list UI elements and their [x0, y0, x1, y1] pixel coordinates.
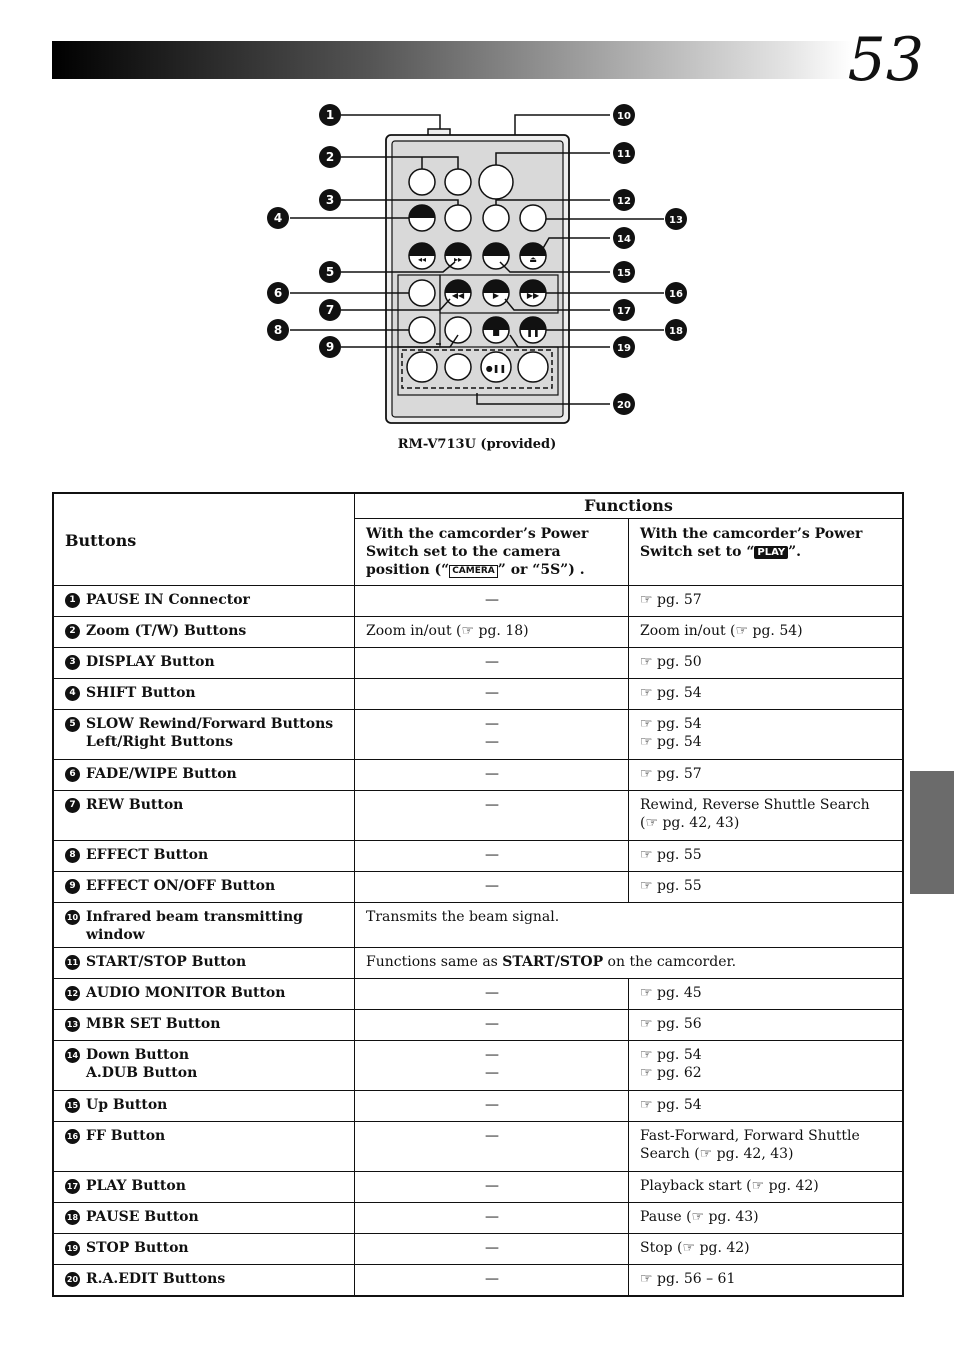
button-name-cell: [53, 1265, 355, 1296]
button-name-cell: [53, 1091, 355, 1122]
table-header-row: [53, 493, 903, 519]
number-badge: 1: [65, 593, 80, 608]
table-row: [53, 1172, 903, 1203]
play-function-cell: Pause (☞ pg. 43): [629, 1203, 904, 1234]
button-label: Up Button: [86, 1097, 168, 1113]
button-name: [65, 1046, 344, 1082]
play-function-cell: Fast-Forward, Forward Shuttle Search (☞ pg. 42, 43): [629, 1122, 904, 1172]
number-badge: 2: [65, 624, 80, 639]
button-name-cell: [53, 841, 355, 872]
button-label: REW Button: [86, 797, 184, 813]
button-name: [65, 1127, 344, 1145]
button-label: AUDIO MONITOR Button: [86, 985, 286, 1001]
section-tab: [910, 771, 954, 894]
play-function-cell: ☞ pg. 55: [629, 872, 904, 903]
play-function-cell: ☞ pg. 54: [629, 679, 904, 710]
button-label: Down Button A.DUB Button: [86, 1047, 198, 1081]
camera-function-cell: Zoom in/out (☞ pg. 18): [355, 617, 629, 648]
callout-4: 4: [273, 211, 283, 225]
button-name: [65, 1239, 344, 1257]
table-row: [53, 1091, 903, 1122]
number-badge: 17: [65, 1179, 80, 1194]
button-label: FADE/WIPE Button: [86, 766, 237, 782]
button-label: R.A.EDIT Buttons: [86, 1271, 226, 1287]
table-row: [53, 1234, 903, 1265]
play-function-cell: ☞ pg. 57: [629, 760, 904, 791]
callout-6: 6: [273, 286, 283, 300]
svg-text:◂◂: ◂◂: [417, 255, 427, 264]
span-function-cell: Transmits the beam signal.: [355, 903, 904, 948]
callout-17: 17: [617, 306, 631, 317]
function-text: on the camcorder.: [603, 954, 737, 970]
table-row: [53, 617, 903, 648]
table-row: [53, 1122, 903, 1172]
play-function-cell: ☞ pg. 57: [629, 586, 904, 617]
button-name: [65, 684, 344, 702]
button-label: START/STOP Button: [86, 954, 247, 970]
header-play-mode: With the camcorder’s Power Switch set to “ PLAY ”.: [629, 519, 904, 586]
table-row: [53, 791, 903, 841]
number-badge: 3: [65, 655, 80, 670]
table-row: [53, 760, 903, 791]
button-label: Zoom (T/W) Buttons: [86, 623, 247, 639]
diagram-caption: RM-V713U (provided): [397, 437, 557, 452]
button-label: FF Button: [86, 1128, 166, 1144]
camera-function-cell: —: [355, 1234, 629, 1265]
button-name: [65, 796, 344, 814]
table-row: [53, 1041, 903, 1091]
play-function-cell: ☞ pg. 50: [629, 648, 904, 679]
number-badge: 9: [65, 879, 80, 894]
button-name: [65, 1015, 344, 1033]
bold-text: START/STOP: [502, 954, 604, 970]
camera-badge: CAMERA: [449, 565, 498, 578]
number-badge: 19: [65, 1241, 80, 1256]
button-label: PAUSE IN Connector: [86, 592, 250, 608]
play-function-cell: ☞ pg. 54 ☞ pg. 62: [629, 1041, 904, 1091]
camera-function-cell: —: [355, 1122, 629, 1172]
callout-2: 2: [325, 150, 335, 164]
camera-function-cell: —: [355, 1010, 629, 1041]
table-row: [53, 710, 903, 760]
table-row: [53, 979, 903, 1010]
play-function-cell: ☞ pg. 56 – 61: [629, 1265, 904, 1296]
button-name-cell: [53, 1041, 355, 1091]
button-name: [65, 877, 344, 895]
button-name-cell: [53, 1122, 355, 1172]
callout-13: 13: [669, 215, 683, 226]
number-badge: 14: [65, 1048, 80, 1063]
number-badge: 12: [65, 986, 80, 1001]
number-badge: 4: [65, 686, 80, 701]
button-name-cell: [53, 872, 355, 903]
camera-function-cell: —: [355, 1091, 629, 1122]
svg-text:❚❚: ❚❚: [526, 328, 540, 337]
span-function-cell: [355, 948, 904, 979]
button-label: MBR SET Button: [86, 1016, 221, 1032]
camera-function-cell: —: [355, 648, 629, 679]
svg-text:◀◀: ◀◀: [451, 291, 465, 300]
callout-7: 7: [325, 303, 335, 317]
camera-function-cell: —: [355, 1203, 629, 1234]
table-row: [53, 872, 903, 903]
callout-1: 1: [325, 108, 335, 122]
button-label: Infrared beam transmitting window: [86, 909, 303, 943]
button-name: [65, 591, 344, 609]
table-row: [53, 948, 903, 979]
svg-text:■: ■: [492, 328, 500, 337]
camera-function-cell: —: [355, 760, 629, 791]
camera-function-cell: —: [355, 841, 629, 872]
header-functions: Functions: [355, 493, 904, 519]
button-label: SHIFT Button: [86, 685, 196, 701]
button-label: DISPLAY Button: [86, 654, 215, 670]
button-name-cell: [53, 710, 355, 760]
button-name: [65, 622, 344, 640]
play-function-cell: Stop (☞ pg. 42): [629, 1234, 904, 1265]
table-row: [53, 1265, 903, 1296]
button-name-cell: [53, 617, 355, 648]
button-name: [65, 953, 344, 971]
camera-function-cell: — —: [355, 1041, 629, 1091]
header-gradient-bar: [52, 41, 852, 79]
table-row: [53, 648, 903, 679]
table-row: [53, 586, 903, 617]
svg-text:▶▶: ▶▶: [526, 291, 540, 300]
button-name: [65, 1270, 344, 1288]
camera-function-cell: —: [355, 1172, 629, 1203]
number-badge: 13: [65, 1017, 80, 1032]
button-name: [65, 1208, 344, 1226]
camera-function-cell: —: [355, 679, 629, 710]
button-name-cell: [53, 948, 355, 979]
number-badge: 8: [65, 848, 80, 863]
button-label: PAUSE Button: [86, 1209, 199, 1225]
button-name-cell: [53, 1172, 355, 1203]
button-name-cell: [53, 903, 355, 948]
camera-function-cell: —: [355, 1265, 629, 1296]
header-buttons: Buttons: [53, 493, 355, 586]
number-badge: 10: [65, 910, 80, 925]
number-badge: 5: [65, 717, 80, 732]
camera-function-cell: —: [355, 872, 629, 903]
play-function-cell: Zoom in/out (☞ pg. 54): [629, 617, 904, 648]
svg-text:⏏: ⏏: [529, 255, 537, 264]
play-function-cell: Playback start (☞ pg. 42): [629, 1172, 904, 1203]
button-name: [65, 715, 344, 751]
camera-function-cell: —: [355, 979, 629, 1010]
function-text: Functions same as: [366, 954, 503, 970]
callout-10: 10: [617, 111, 631, 122]
button-label: SLOW Rewind/Forward Buttons Left/Right Buttons: [86, 716, 334, 750]
button-name-cell: [53, 1010, 355, 1041]
button-name-cell: [53, 979, 355, 1010]
camera-function-cell: —: [355, 791, 629, 841]
button-name-cell: [53, 1234, 355, 1265]
callout-16: 16: [669, 289, 683, 300]
button-name-cell: [53, 791, 355, 841]
header-camera-mode: With the camcorder’s Power Switch set to the camera position (“ CAMERA ” or “5S”) .: [355, 519, 629, 586]
callout-3: 3: [325, 193, 335, 207]
callout-5: 5: [325, 265, 335, 279]
callout-19: 19: [617, 343, 631, 354]
svg-text:●❚❚: ●❚❚: [485, 364, 507, 373]
button-name: [65, 984, 344, 1002]
number-badge: 6: [65, 767, 80, 782]
callout-9: 9: [325, 340, 335, 354]
play-function-cell: ☞ pg. 56: [629, 1010, 904, 1041]
functions-table: [52, 492, 904, 1297]
play-function-cell: ☞ pg. 55: [629, 841, 904, 872]
button-name: [65, 653, 344, 671]
callout-20: 20: [617, 400, 631, 411]
button-name: [65, 908, 344, 944]
play-function-cell: ☞ pg. 54 ☞ pg. 54: [629, 710, 904, 760]
play-function-cell: ☞ pg. 54: [629, 1091, 904, 1122]
button-label: EFFECT ON/OFF Button: [86, 878, 276, 894]
play-function-cell: ☞ pg. 45: [629, 979, 904, 1010]
svg-text:▸▸: ▸▸: [453, 255, 463, 264]
button-name: [65, 1096, 344, 1114]
button-name-cell: [53, 679, 355, 710]
number-badge: 20: [65, 1272, 80, 1287]
button-name-cell: [53, 1203, 355, 1234]
button-name-cell: [53, 648, 355, 679]
table-row: [53, 1010, 903, 1041]
camera-function-cell: —: [355, 586, 629, 617]
play-badge: PLAY: [754, 546, 788, 559]
page-number: 53: [847, 25, 924, 95]
table-row: [53, 903, 903, 948]
number-badge: 15: [65, 1098, 80, 1113]
button-name-cell: [53, 760, 355, 791]
button-name: [65, 765, 344, 783]
camera-function-cell: — —: [355, 710, 629, 760]
callout-14: 14: [617, 234, 631, 245]
button-name: [65, 846, 344, 864]
table-row: [53, 1203, 903, 1234]
button-name-cell: [53, 586, 355, 617]
callout-12: 12: [617, 196, 631, 207]
button-label: PLAY Button: [86, 1178, 186, 1194]
button-label: EFFECT Button: [86, 847, 209, 863]
remote-control-diagram: [0, 95, 954, 430]
button-name: [65, 1177, 344, 1195]
number-badge: 7: [65, 798, 80, 813]
callout-11: 11: [617, 149, 631, 160]
table-row: [53, 679, 903, 710]
play-function-cell: Rewind, Reverse Shuttle Search (☞ pg. 42, 43): [629, 791, 904, 841]
table-row: [53, 841, 903, 872]
button-label: STOP Button: [86, 1240, 189, 1256]
svg-text:▶: ▶: [492, 291, 500, 300]
number-badge: 16: [65, 1129, 80, 1144]
number-badge: 11: [65, 955, 80, 970]
number-badge: 18: [65, 1210, 80, 1225]
callout-15: 15: [617, 268, 631, 279]
callout-8: 8: [273, 323, 283, 337]
callout-18: 18: [669, 326, 683, 337]
